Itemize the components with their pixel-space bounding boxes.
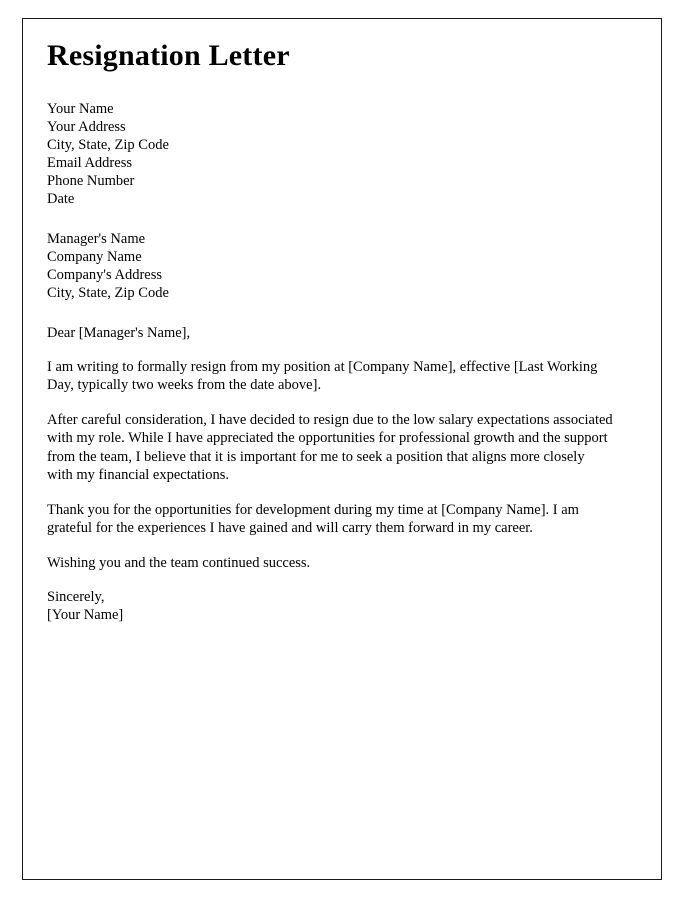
recipient-line: City, State, Zip Code bbox=[47, 284, 169, 301]
body-paragraph: Wishing you and the team continued success. bbox=[47, 554, 311, 571]
recipient-address-block bbox=[47, 230, 613, 302]
sender-line: Email Address bbox=[47, 154, 132, 171]
body-paragraph: Thank you for the opportunities for development during my time at [Company Name]. I am grateful for the experiences I have gained and will carry them forward in my career. bbox=[47, 501, 579, 536]
closing-salutation: Sincerely, bbox=[47, 589, 105, 605]
sender-address-block bbox=[47, 100, 613, 208]
recipient-line: Company Name bbox=[47, 248, 142, 265]
body-paragraph: I am writing to formally resign from my position at [Company Name], effective [Last Working Day, typically two weeks from the date above]. bbox=[47, 358, 598, 393]
body-paragraph: After careful consideration, I have decided to resign due to the low salary expectations associated with my role. While I have appreciated the opportunities for professional growth and the support from the team, I believe that it is important for me to seek a position that aligns more closely with my financial expectations. bbox=[47, 411, 613, 483]
signature-name: [Your Name] bbox=[47, 607, 124, 623]
sender-line: Your Name bbox=[47, 100, 114, 117]
sender-line: Date bbox=[47, 190, 75, 207]
sender-line: Your Address bbox=[47, 118, 126, 135]
letter-page bbox=[22, 18, 662, 880]
letter-content bbox=[47, 39, 613, 624]
closing-block bbox=[47, 588, 613, 624]
page-title: Resignation Letter bbox=[47, 39, 290, 72]
salutation: Dear [Manager's Name], bbox=[47, 324, 191, 341]
recipient-line: Company's Address bbox=[47, 266, 162, 283]
sender-line: Phone Number bbox=[47, 172, 135, 189]
recipient-line: Manager's Name bbox=[47, 230, 146, 247]
sender-line: City, State, Zip Code bbox=[47, 136, 169, 153]
